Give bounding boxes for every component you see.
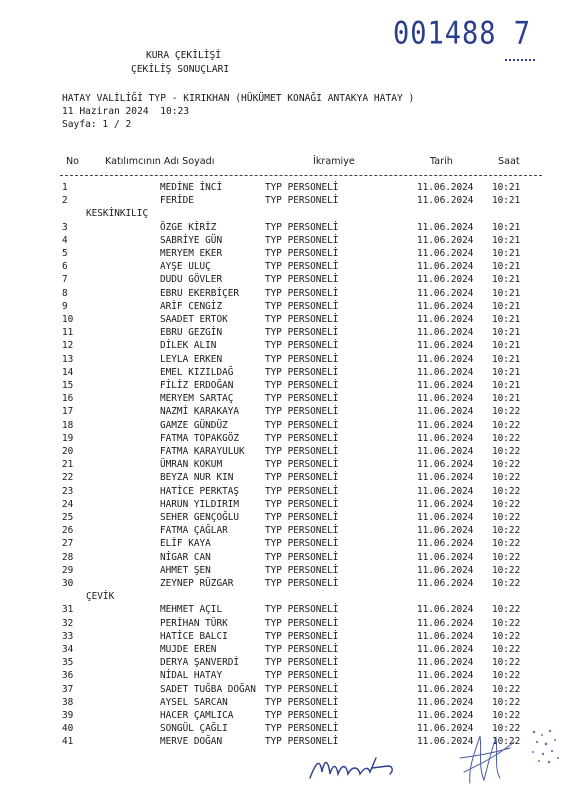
participant-name: EBRU EKERBİÇER	[160, 287, 240, 299]
prize-name: TYP PERSONELİ	[265, 696, 339, 708]
draw-date: 11.06.2024	[417, 696, 474, 708]
prize-name: TYP PERSONELİ	[265, 274, 339, 286]
prize-name: TYP PERSONELİ	[265, 182, 339, 193]
participant-name: SEHER GENÇOĞLU	[160, 512, 240, 523]
draw-time: 10:21	[492, 221, 521, 233]
draw-time: 10:22	[492, 472, 521, 484]
participant-name: HATİCE PERKTAŞ	[160, 485, 240, 497]
prize-name: TYP PERSONELİ	[265, 564, 339, 576]
draw-time: 10:22	[492, 419, 521, 431]
table-row	[0, 405, 565, 418]
row-number: 13	[62, 353, 74, 365]
participant-name: HARUN YILDIRIM	[160, 498, 240, 510]
prize-name: TYP PERSONELİ	[265, 248, 339, 259]
table-row	[0, 234, 565, 247]
draw-date: 11.06.2024	[417, 538, 474, 550]
serial-number: 001488 7	[393, 16, 532, 52]
draw-time: 10:22	[492, 670, 521, 682]
draw-date: 11.06.2024	[417, 261, 474, 273]
prize-name: TYP PERSONELİ	[265, 393, 339, 405]
column-header-time: Saat	[498, 156, 520, 167]
draw-time: 10:22	[492, 406, 521, 418]
draw-date: 11.06.2024	[417, 195, 474, 207]
draw-time: 10:22	[492, 683, 521, 695]
row-number: 17	[62, 406, 74, 418]
table-row	[0, 485, 565, 498]
draw-date: 11.06.2024	[417, 221, 474, 233]
row-number: 30	[62, 578, 74, 589]
draw-time: 10:21	[492, 353, 521, 365]
column-header-prize: İkramiye	[313, 156, 355, 167]
draw-time: 10:21	[492, 366, 521, 378]
draw-date: 11.06.2024	[417, 287, 474, 299]
draw-time: 10:22	[492, 459, 521, 471]
table-row	[0, 603, 565, 616]
draw-date: 11.06.2024	[417, 630, 474, 642]
row-number: 6	[62, 261, 68, 273]
table-row	[0, 498, 565, 511]
participant-name: FERİDE	[160, 195, 194, 207]
row-number: 11	[62, 327, 74, 339]
table-row	[0, 419, 565, 432]
row-number: 37	[62, 683, 74, 695]
participant-name: MERYEM SARTAÇ	[160, 393, 234, 405]
row-number: 29	[62, 564, 74, 576]
institution-line: HATAY VALİLİĞİ TYP - KIRIKHAN (HÜKÜMET KONAĞI ANTAKYA HATAY )	[62, 93, 415, 104]
draw-date: 11.06.2024	[417, 419, 474, 431]
draw-time: 10:21	[492, 182, 521, 193]
table-row	[0, 458, 565, 471]
draw-date: 11.06.2024	[417, 485, 474, 497]
prize-name: TYP PERSONELİ	[265, 406, 339, 418]
prize-name: TYP PERSONELİ	[265, 723, 339, 735]
row-number: 35	[62, 657, 74, 669]
draw-time: 10:21	[492, 195, 521, 207]
table-row	[0, 669, 565, 682]
prize-name: TYP PERSONELİ	[265, 683, 339, 695]
row-number: 40	[62, 723, 74, 735]
row-number: 18	[62, 419, 74, 431]
draw-date: 11.06.2024	[417, 472, 474, 484]
table-row	[0, 551, 565, 564]
prize-name: TYP PERSONELİ	[265, 617, 339, 629]
datetime-line: 11 Haziran 2024 10:23	[62, 106, 190, 117]
draw-date: 11.06.2024	[417, 182, 474, 193]
draw-time: 10:22	[492, 723, 521, 735]
draw-date: 11.06.2024	[417, 380, 474, 391]
draw-date: 11.06.2024	[417, 248, 474, 259]
prize-name: TYP PERSONELİ	[265, 366, 339, 378]
prize-name: TYP PERSONELİ	[265, 485, 339, 497]
draw-date: 11.06.2024	[417, 274, 474, 286]
participant-name: EBRU GEZGİN	[160, 327, 223, 339]
participant-name: MEHMET AÇIL	[160, 604, 223, 616]
draw-date: 11.06.2024	[417, 406, 474, 418]
row-number: 23	[62, 485, 74, 497]
draw-date: 11.06.2024	[417, 234, 474, 246]
draw-time: 10:22	[492, 446, 521, 457]
prize-name: TYP PERSONELİ	[265, 604, 339, 616]
row-number: 20	[62, 446, 74, 457]
row-number: 14	[62, 366, 74, 378]
table-row	[0, 537, 565, 550]
prize-name: TYP PERSONELİ	[265, 578, 339, 589]
table-row	[0, 313, 565, 326]
draw-time: 10:21	[492, 234, 521, 246]
row-number: 32	[62, 617, 74, 629]
row-number: 19	[62, 432, 74, 444]
handwritten-scribble	[450, 728, 520, 786]
stamp-mark	[528, 726, 562, 766]
participant-name: MEDİNE İNCİ	[160, 182, 223, 193]
participant-name: HATİCE BALCI	[160, 630, 228, 642]
table-row	[0, 300, 565, 313]
prize-name: TYP PERSONELİ	[265, 340, 339, 352]
participant-name: SAADET ERTOK	[160, 314, 228, 325]
draw-time: 10:22	[492, 564, 521, 576]
table-row	[0, 273, 565, 286]
participant-name: NAZMİ KARAKAYA	[160, 406, 240, 418]
participant-name: AYSEL SARCAN	[160, 696, 228, 708]
draw-date: 11.06.2024	[417, 498, 474, 510]
column-header-name: Katılımcının Adı Soyadı	[105, 156, 215, 167]
row-number: 38	[62, 696, 74, 708]
draw-date: 11.06.2024	[417, 327, 474, 339]
table-row	[0, 194, 565, 207]
prize-name: TYP PERSONELİ	[265, 736, 339, 748]
table-row	[0, 643, 565, 656]
participant-name: SADET TUĞBA DOĞAN	[160, 683, 256, 695]
draw-time: 10:21	[492, 340, 521, 352]
draw-time: 10:22	[492, 578, 521, 589]
participant-name: ÖZGE KİRİZ	[160, 221, 217, 233]
table-row	[0, 524, 565, 537]
table-row	[0, 366, 565, 379]
document-title: KURA ÇEKİLİŞİ	[146, 50, 222, 61]
draw-time: 10:22	[492, 617, 521, 629]
draw-date: 11.06.2024	[417, 512, 474, 523]
row-number: 15	[62, 380, 74, 391]
table-row	[0, 656, 565, 669]
participant-name: ÜMRAN KOKUM	[160, 459, 223, 471]
participant-name: FİLİZ ERDOĞAN	[160, 380, 234, 391]
table-row	[0, 511, 565, 524]
participant-name: ARİF CENGİZ	[160, 300, 223, 312]
participant-name: ZEYNEP RÜZGAR	[160, 578, 234, 589]
draw-time: 10:22	[492, 538, 521, 550]
prize-name: TYP PERSONELİ	[265, 551, 339, 563]
table-row	[0, 564, 565, 577]
prize-name: TYP PERSONELİ	[265, 446, 339, 457]
participant-name: MERYEM EKER	[160, 248, 223, 259]
draw-time: 10:21	[492, 393, 521, 405]
draw-time: 10:22	[492, 736, 521, 748]
prize-name: TYP PERSONELİ	[265, 432, 339, 444]
draw-time: 10:22	[492, 657, 521, 669]
table-row	[0, 379, 565, 392]
table-row	[0, 709, 565, 722]
table-row	[0, 445, 565, 458]
draw-date: 11.06.2024	[417, 340, 474, 352]
row-number: 25	[62, 512, 74, 523]
draw-time: 10:22	[492, 696, 521, 708]
participant-name: AHMET ŞEN	[160, 564, 211, 576]
draw-date: 11.06.2024	[417, 314, 474, 325]
draw-date: 11.06.2024	[417, 670, 474, 682]
table-row	[0, 696, 565, 709]
row-number: 34	[62, 644, 74, 655]
draw-time: 10:22	[492, 551, 521, 563]
draw-date: 11.06.2024	[417, 578, 474, 589]
draw-date: 11.06.2024	[417, 710, 474, 721]
draw-time: 10:22	[492, 512, 521, 523]
draw-date: 11.06.2024	[417, 353, 474, 365]
participant-name: BEYZA NUR KIN	[160, 472, 234, 484]
participant-name: EMEL KIZILDAĞ	[160, 366, 234, 378]
row-number: 26	[62, 525, 74, 537]
prize-name: TYP PERSONELİ	[265, 261, 339, 273]
participant-name: MUJDE EREN	[160, 644, 217, 655]
draw-time: 10:21	[492, 300, 521, 312]
prize-name: TYP PERSONELİ	[265, 644, 339, 655]
draw-date: 11.06.2024	[417, 564, 474, 576]
prize-name: TYP PERSONELİ	[265, 380, 339, 391]
draw-time: 10:21	[492, 248, 521, 259]
participant-name: FATMA KARAYULUK	[160, 446, 245, 457]
draw-time: 10:21	[492, 287, 521, 299]
prize-name: TYP PERSONELİ	[265, 498, 339, 510]
row-number: 27	[62, 538, 74, 550]
row-number: 16	[62, 393, 74, 405]
prize-name: TYP PERSONELİ	[265, 287, 339, 299]
row-number: 12	[62, 340, 74, 352]
row-number: 39	[62, 710, 74, 721]
draw-date: 11.06.2024	[417, 604, 474, 616]
prize-name: TYP PERSONELİ	[265, 419, 339, 431]
participant-name: DİLEK ALIN	[160, 340, 217, 352]
draw-time: 10:21	[492, 380, 521, 391]
participant-name: SONGÜL ÇAĞLI	[160, 723, 228, 735]
draw-date: 11.06.2024	[417, 446, 474, 457]
table-row	[0, 326, 565, 339]
participant-name: SABRİYE GÜN	[160, 234, 223, 246]
draw-time: 10:22	[492, 710, 521, 721]
prize-name: TYP PERSONELİ	[265, 195, 339, 207]
participant-name: FATMA ÇAĞLAR	[160, 525, 228, 537]
participant-name: ELİF KAYA	[160, 538, 211, 550]
draw-date: 11.06.2024	[417, 432, 474, 444]
row-number: 22	[62, 472, 74, 484]
participant-name: DERYA ŞANVERDİ	[160, 657, 240, 669]
column-header-date: Tarih	[430, 156, 453, 167]
table-row	[0, 471, 565, 484]
prize-name: TYP PERSONELİ	[265, 459, 339, 471]
prize-name: TYP PERSONELİ	[265, 538, 339, 550]
participant-name: GAMZE GÜNDÜZ	[160, 419, 228, 431]
draw-time: 10:22	[492, 485, 521, 497]
draw-date: 11.06.2024	[417, 644, 474, 655]
draw-date: 11.06.2024	[417, 393, 474, 405]
draw-date: 11.06.2024	[417, 551, 474, 563]
table-row	[0, 353, 565, 366]
draw-time: 10:22	[492, 432, 521, 444]
draw-date: 11.06.2024	[417, 736, 474, 748]
table-row	[0, 577, 565, 590]
row-number: 7	[62, 274, 68, 286]
row-number: 31	[62, 604, 74, 616]
table-row	[0, 432, 565, 445]
row-number: 24	[62, 498, 74, 510]
prize-name: TYP PERSONELİ	[265, 327, 339, 339]
participant-name: NİDAL HATAY	[160, 670, 223, 682]
table-row	[0, 392, 565, 405]
prize-name: TYP PERSONELİ	[265, 314, 339, 325]
draw-date: 11.06.2024	[417, 683, 474, 695]
participant-name: DUDU GÖVLER	[160, 274, 223, 286]
draw-time: 10:21	[492, 327, 521, 339]
table-row	[0, 287, 565, 300]
prize-name: TYP PERSONELİ	[265, 353, 339, 365]
row-number: 8	[62, 287, 68, 299]
prize-name: TYP PERSONELİ	[265, 670, 339, 682]
draw-date: 11.06.2024	[417, 617, 474, 629]
row-number: 28	[62, 551, 74, 563]
row-number: 3	[62, 221, 68, 233]
prize-name: TYP PERSONELİ	[265, 221, 339, 233]
row-number: 33	[62, 630, 74, 642]
participant-name: PERİHAN TÜRK	[160, 617, 228, 629]
prize-name: TYP PERSONELİ	[265, 630, 339, 642]
draw-time: 10:21	[492, 261, 521, 273]
draw-date: 11.06.2024	[417, 300, 474, 312]
prize-name: TYP PERSONELİ	[265, 234, 339, 246]
table-row	[0, 181, 565, 194]
prize-name: TYP PERSONELİ	[265, 512, 339, 523]
draw-time: 10:22	[492, 604, 521, 616]
participant-name: LEYLA ERKEN	[160, 353, 223, 365]
group-label: ÇEVİK	[86, 591, 115, 603]
draw-time: 10:22	[492, 525, 521, 537]
row-number: 10	[62, 314, 74, 325]
row-number: 9	[62, 300, 68, 312]
prize-name: TYP PERSONELİ	[265, 710, 339, 721]
row-number: 36	[62, 670, 74, 682]
draw-date: 11.06.2024	[417, 723, 474, 735]
row-number: 2	[62, 195, 68, 207]
row-number: 5	[62, 248, 68, 259]
draw-date: 11.06.2024	[417, 459, 474, 471]
draw-time: 10:22	[492, 498, 521, 510]
signature-mark	[306, 752, 401, 784]
document-subtitle: ÇEKİLİŞ SONUÇLARI	[131, 64, 230, 75]
prize-name: TYP PERSONELİ	[265, 472, 339, 484]
page-indicator: Sayfa: 1 / 2	[62, 119, 132, 130]
draw-time: 10:22	[492, 630, 521, 642]
participant-name: AYŞE ULUÇ	[160, 261, 211, 273]
prize-name: TYP PERSONELİ	[265, 300, 339, 312]
participant-name: MERVE DOĞAN	[160, 736, 223, 748]
draw-time: 10:21	[492, 314, 521, 325]
draw-date: 11.06.2024	[417, 366, 474, 378]
draw-date: 11.06.2024	[417, 657, 474, 669]
participant-name: HACER ÇAMLICA	[160, 710, 234, 721]
table-row	[0, 683, 565, 696]
row-number: 1	[62, 182, 68, 193]
prize-name: TYP PERSONELİ	[265, 525, 339, 537]
table-row	[0, 247, 565, 260]
prize-name: TYP PERSONELİ	[265, 657, 339, 669]
table-row	[0, 617, 565, 630]
participant-name: FATMA TOPAKGÖZ	[160, 432, 240, 444]
column-header-no: No	[66, 156, 80, 167]
participant-name: NİGAR CAN	[160, 551, 211, 563]
row-number: 21	[62, 459, 74, 471]
group-label: KESKİNKILIÇ	[86, 208, 149, 220]
draw-time: 10:22	[492, 644, 521, 655]
draw-date: 11.06.2024	[417, 525, 474, 537]
table-row	[0, 630, 565, 643]
table-row	[0, 221, 565, 234]
table-row	[0, 339, 565, 352]
table-row	[0, 260, 565, 273]
row-number: 4	[62, 234, 68, 246]
row-number: 41	[62, 736, 74, 748]
draw-time: 10:21	[492, 274, 521, 286]
